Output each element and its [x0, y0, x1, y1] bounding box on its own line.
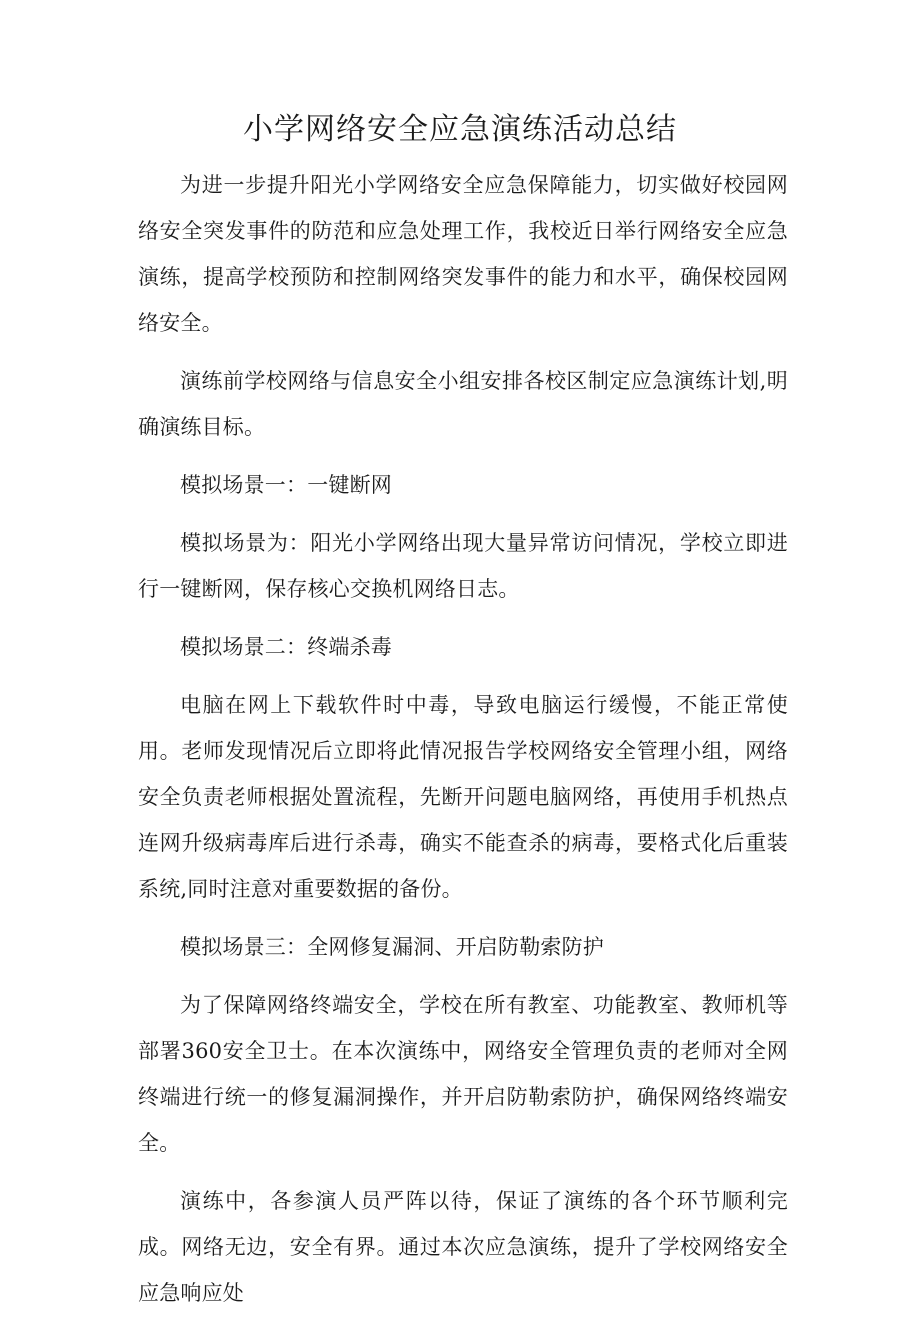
paragraph-plan: 演练前学校网络与信息安全小组安排各校区制定应急演练计划,明确演练目标。 — [138, 369, 788, 439]
paragraph-intro: 为进一步提升阳光小学网络安全应急保障能力，切实做好校园网络安全突发事件的防范和应急处理工作，我校近日举行网络安全应急演练，提高学校预防和控制网络突发事件的能力和水平，确保校园网络安全。 — [138, 173, 788, 335]
scenario-1-heading: 模拟场景一：一键断网 — [180, 473, 392, 497]
paragraph-summary: 演练中，各参演人员严阵以待，保证了演练的各个环节顺利完成。网络无边，安全有界。通过本次应急演练，提升了学校网络安全应急响应处 — [138, 1189, 788, 1305]
scenario-3-heading: 模拟场景三：全网修复漏洞、开启防勒索防护 — [180, 935, 604, 959]
scenario-2-heading: 模拟场景二：终端杀毒 — [180, 635, 392, 659]
scenario-2-description: 电脑在网上下载软件时中毒，导致电脑运行缓慢，不能正常使用。老师发现情况后立即将此情况报告学校网络安全管理小组，网络安全负责老师根据处置流程，先断开问题电脑网络，再使用手机热点连网升级病毒库后进行杀毒，确实不能查杀的病毒，要格式化后重装系统,同时注意对重要数据的备份。 — [138, 693, 788, 901]
scenario-1-description: 模拟场景为：阳光小学网络出现大量异常访问情况，学校立即进行一键断网，保存核心交换机网络日志。 — [138, 531, 788, 601]
document-body — [138, 162, 788, 1328]
page-title: 小学网络安全应急演练活动总结 — [243, 112, 677, 147]
scenario-3-description: 为了保障网络终端安全，学校在所有教室、功能教室、教师机等部署360安全卫士。在本次演练中，网络安全管理负责的老师对全网终端进行统一的修复漏洞操作，并开启防勒索防护，确保网络终端安全。 — [138, 993, 788, 1155]
